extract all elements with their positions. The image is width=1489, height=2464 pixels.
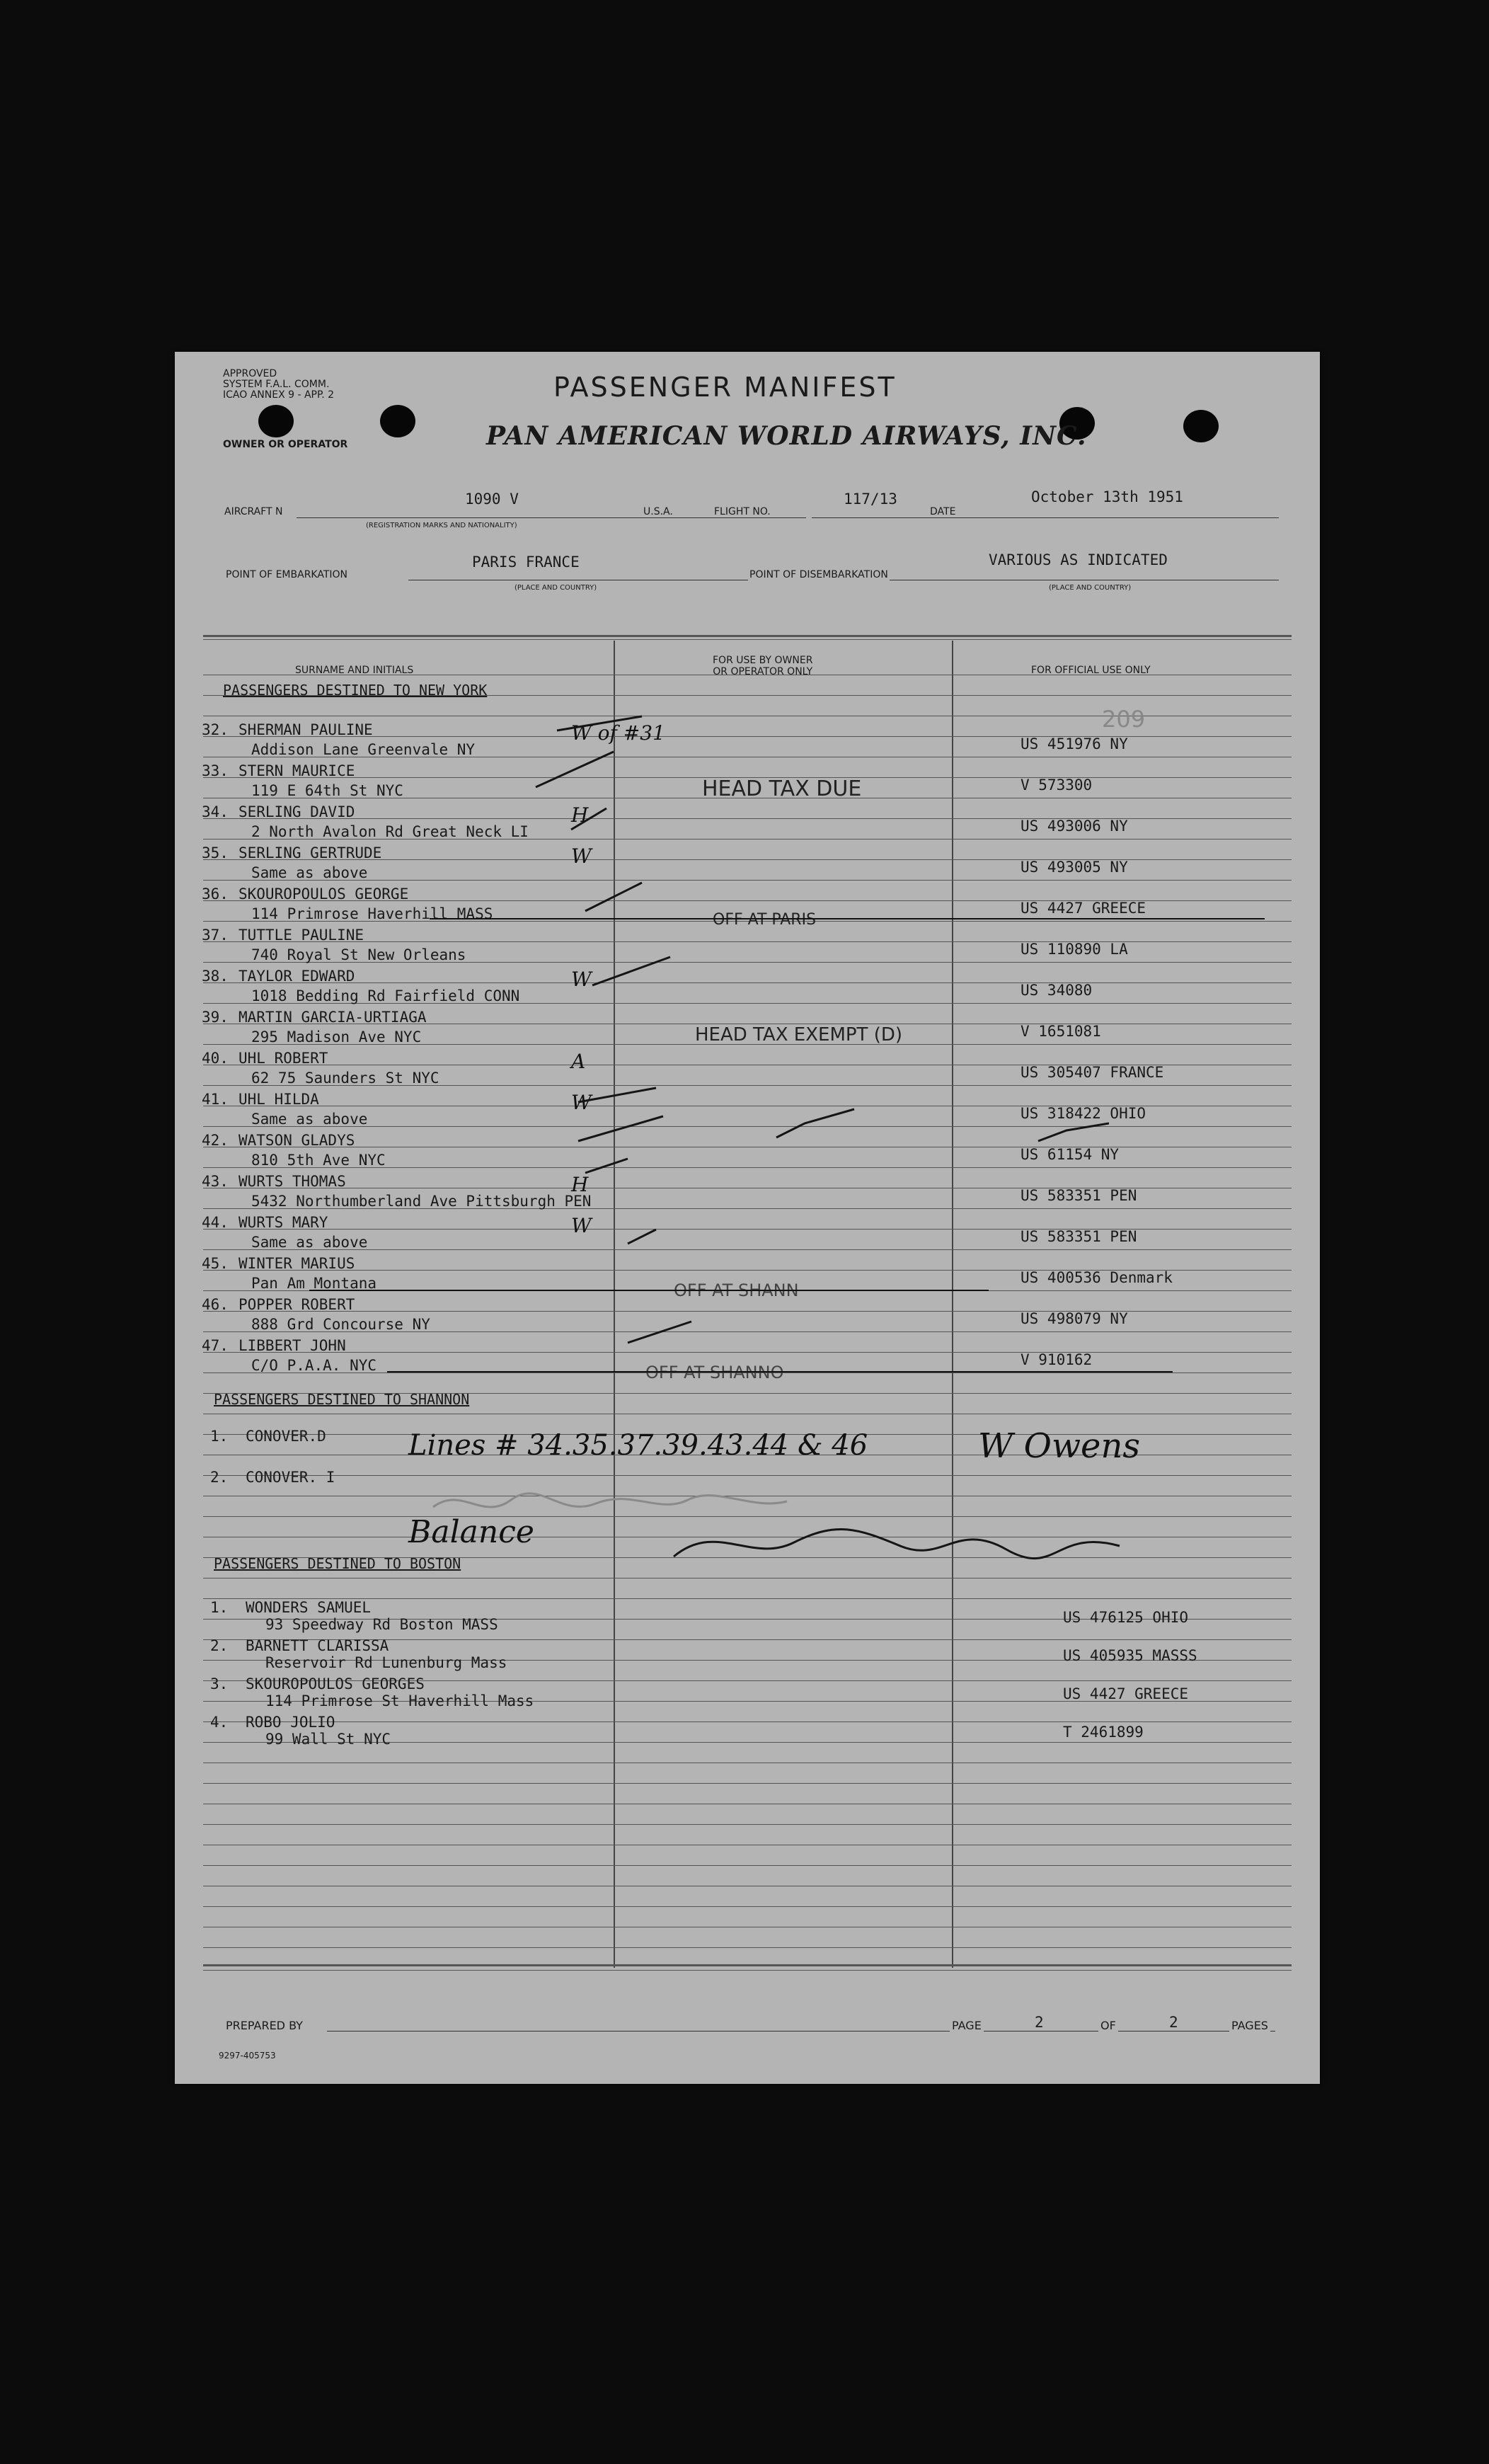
table-rule (203, 1947, 1292, 1948)
passport-number: US 451976 NY (1021, 735, 1128, 752)
passenger-number: 44. (202, 1214, 229, 1231)
approval-note: APPROVED SYSTEM F.A.L. COMM. ICAO ANNEX 9 - APP. 2 (223, 368, 335, 401)
passport-number: V 1651081 (1021, 1023, 1101, 1040)
airline-name: PAN AMERICAN WORLD AIRWAYS, INC. (486, 421, 1087, 451)
table-rule (203, 1721, 1292, 1722)
passenger-address: 62 75 Saunders St NYC (251, 1070, 439, 1087)
registration-note: (REGISTRATION MARKS AND NATIONALITY) (366, 522, 517, 529)
column-surname: SURNAME AND INITIALS (295, 665, 414, 676)
passenger-name: SKOUROPOULOS GEORGES (246, 1675, 425, 1692)
passenger-number: 34. (202, 803, 229, 820)
prepared-by-label: PREPARED BY (226, 2019, 303, 2032)
handwritten-signature: W Owens (978, 1426, 1140, 1466)
owner-label: OWNER OR OPERATOR (223, 439, 348, 450)
handwritten-mark: H (571, 803, 589, 827)
handwritten-mark: A (571, 1050, 586, 1073)
embarkation-value: PARIS FRANCE (472, 554, 580, 571)
passenger-name: ROBO JOLIO (246, 1714, 335, 1731)
table-rule (203, 1783, 1292, 1784)
table-rule (203, 1824, 1292, 1825)
passport-number: US 318422 OHIO (1021, 1105, 1146, 1122)
passenger-name: WONDERS SAMUEL (246, 1599, 372, 1616)
handwritten-mark: H (571, 1173, 589, 1196)
off-at-paris-stamp: OFF AT PARIS (713, 911, 817, 929)
passport-number: US 305407 FRANCE (1021, 1064, 1164, 1081)
passenger-address: 114 Primrose Haverhill MASS (251, 905, 493, 922)
passenger-address: C/O P.A.A. NYC (251, 1357, 377, 1374)
passenger-address: Addison Lane Greenvale NY (251, 741, 476, 758)
passenger-name: CONOVER.D (246, 1428, 326, 1445)
passport-number: US 405935 MASSS (1063, 1647, 1197, 1664)
passport-number: US 4427 GREECE (1021, 900, 1146, 917)
passport-number: US 583351 PEN (1021, 1187, 1137, 1204)
passenger-number: 3. (210, 1675, 229, 1692)
check-marks (571, 1074, 1109, 1392)
passport-number: US 61154 NY (1021, 1146, 1120, 1163)
punch-hole (258, 405, 294, 437)
head-tax-exempt-stamp: HEAD TAX EXEMPT (D) (695, 1024, 903, 1045)
manifest-sheet (175, 352, 1320, 2084)
passenger-name: BARNETT CLARISSA (246, 1637, 389, 1654)
passport-number: US 476125 OHIO (1063, 1609, 1189, 1626)
handwritten-balance: Balance (408, 1514, 534, 1550)
section-new-york: PASSENGERS DESTINED TO NEW YORK (223, 682, 488, 699)
disembarkation-label: POINT OF DISEMBARKATION (749, 569, 888, 580)
aircraft-label: AIRCRAFT N (224, 506, 283, 517)
passenger-name: SERLING DAVID (238, 803, 355, 820)
passenger-name: SERLING GERTRUDE (238, 844, 382, 861)
passport-number: US 493005 NY (1021, 859, 1128, 876)
page-label: PAGE (950, 2019, 984, 2032)
passenger-name: UHL HILDA (238, 1091, 319, 1108)
passenger-number: 33. (202, 762, 229, 779)
passenger-address: 295 Madison Ave NYC (251, 1028, 422, 1045)
passport-number: V 573300 (1021, 777, 1093, 793)
passenger-address: 2 North Avalon Rd Great Neck LI (251, 823, 529, 840)
column-owner-use: FOR USE BY OWNER OR OPERATOR ONLY (713, 655, 813, 677)
passport-number: US 110890 LA (1021, 941, 1128, 958)
passenger-number: 2. (210, 1637, 229, 1654)
passenger-address: 99 Wall St NYC (265, 1731, 391, 1748)
passenger-number: 2. (210, 1469, 229, 1486)
passenger-address: 5432 Northumberland Ave Pittsburgh PEN (251, 1193, 592, 1210)
date-value: October 13th 1951 (1031, 488, 1183, 505)
passenger-name: WATSON GLADYS (238, 1132, 355, 1149)
passenger-name: WINTER MARIUS (238, 1255, 355, 1272)
form-number: 9297-405753 (219, 2051, 276, 2061)
embarkation-note: (PLACE AND COUNTRY) (514, 584, 597, 592)
passenger-name: TAYLOR EDWARD (238, 968, 355, 985)
passenger-address: 1018 Bedding Rd Fairfield CONN (251, 987, 520, 1004)
passenger-name: LIBBERT JOHN (238, 1337, 346, 1354)
section-shannon: PASSENGERS DESTINED TO SHANNON (214, 1391, 470, 1408)
passenger-address: Same as above (251, 1111, 368, 1128)
passenger-number: 1. (210, 1599, 229, 1616)
passenger-address: 740 Royal St New Orleans (251, 946, 466, 963)
passenger-address: Pan Am Montana (251, 1275, 377, 1292)
handwritten-mark: W of #31 (571, 721, 665, 745)
passenger-name: WURTS MARY (238, 1214, 328, 1231)
passport-number: US 4427 GREECE (1063, 1685, 1189, 1702)
passenger-name: TUTTLE PAULINE (238, 927, 364, 944)
disembarkation-value: VARIOUS AS INDICATED (989, 551, 1168, 568)
head-tax-due-stamp: HEAD TAX DUE (702, 777, 862, 801)
column-official-use: FOR OFFICIAL USE ONLY (1031, 665, 1151, 676)
page-title: PASSENGER MANIFEST (553, 372, 897, 403)
section-boston: PASSENGERS DESTINED TO BOSTON (214, 1555, 461, 1572)
passport-number: US 493006 NY (1021, 818, 1128, 835)
passenger-name: UHL ROBERT (238, 1050, 328, 1067)
punch-hole (380, 405, 415, 437)
passport-number: US 583351 PEN (1021, 1228, 1137, 1245)
official-number: 209 (1102, 706, 1146, 733)
embarkation-label: POINT OF EMBARKATION (226, 569, 348, 580)
punch-hole (1183, 410, 1219, 442)
passenger-number: 45. (202, 1255, 229, 1272)
passport-number: US 498079 NY (1021, 1310, 1128, 1327)
passenger-address: 810 5th Ave NYC (251, 1152, 386, 1169)
table-rule (203, 1475, 1292, 1476)
passenger-address: 93 Speedway Rd Boston MASS (265, 1616, 498, 1633)
passenger-number: 38. (202, 968, 229, 985)
passport-number: US 400536 Denmark (1021, 1269, 1173, 1286)
usa-label: U.S.A. (643, 506, 673, 517)
disembarkation-note: (PLACE AND COUNTRY) (1049, 584, 1132, 592)
passenger-name: STERN MAURICE (238, 762, 355, 779)
passenger-number: 42. (202, 1132, 229, 1149)
passenger-name: CONOVER. I (246, 1469, 335, 1486)
passport-number: V 910162 (1021, 1351, 1093, 1368)
off-at-shannon-stamp: OFF AT SHANNO (645, 1363, 784, 1382)
passenger-name: WURTS THOMAS (238, 1173, 346, 1190)
pages-label: PAGES (1229, 2019, 1270, 2032)
passenger-address: Reservoir Rd Lunenburg Mass (265, 1654, 507, 1671)
passenger-number: 32. (202, 721, 229, 738)
handwritten-mark: W (571, 1091, 592, 1114)
passenger-number: 39. (202, 1009, 229, 1026)
passenger-number: 41. (202, 1091, 229, 1108)
passenger-number: 1. (210, 1428, 229, 1445)
check-marks (529, 709, 897, 1021)
passenger-number: 43. (202, 1173, 229, 1190)
passenger-address: 888 Grd Concourse NY (251, 1316, 430, 1333)
passenger-number: 4. (210, 1714, 229, 1731)
handwritten-scribble (419, 1479, 1162, 1578)
passenger-number: 35. (202, 844, 229, 861)
passenger-number: 37. (202, 927, 229, 944)
passenger-name: SHERMAN PAULINE (238, 721, 373, 738)
off-at-shannon-stamp: OFF AT SHANN (674, 1280, 799, 1300)
aircraft-value: 1090 V (465, 491, 519, 508)
passport-number: T 2461899 (1063, 1724, 1144, 1741)
handwritten-mark: W (571, 968, 592, 991)
table-rule (203, 1906, 1292, 1907)
passenger-address: Same as above (251, 1234, 368, 1251)
passenger-name: MARTIN GARCIA-URTIAGA (238, 1009, 427, 1026)
date-label: DATE (930, 506, 956, 517)
of-label: OF (1098, 2019, 1118, 2032)
page-number: 2 (1035, 2014, 1044, 2031)
passenger-address: 119 E 64th St NYC (251, 782, 403, 799)
passenger-name: POPPER ROBERT (238, 1296, 355, 1313)
flight-value: 117/13 (844, 491, 897, 508)
passenger-number: 47. (202, 1337, 229, 1354)
flight-label: FLIGHT NO. (714, 506, 771, 517)
passenger-number: 40. (202, 1050, 229, 1067)
passenger-address: Same as above (251, 864, 368, 881)
passenger-address: 114 Primrose St Haverhill Mass (265, 1692, 534, 1709)
handwritten-mark: W (571, 844, 592, 868)
passenger-number: 46. (202, 1296, 229, 1313)
handwritten-lines-note: Lines # 34.35.37.39.43.44 & 46 (408, 1429, 868, 1462)
passenger-number: 36. (202, 886, 229, 902)
passport-number: US 34080 (1021, 982, 1093, 999)
table-rule (203, 1865, 1292, 1866)
page-total: 2 (1169, 2014, 1178, 2031)
passenger-name: SKOUROPOULOS GEORGE (238, 886, 409, 902)
handwritten-mark: W (571, 1214, 592, 1237)
